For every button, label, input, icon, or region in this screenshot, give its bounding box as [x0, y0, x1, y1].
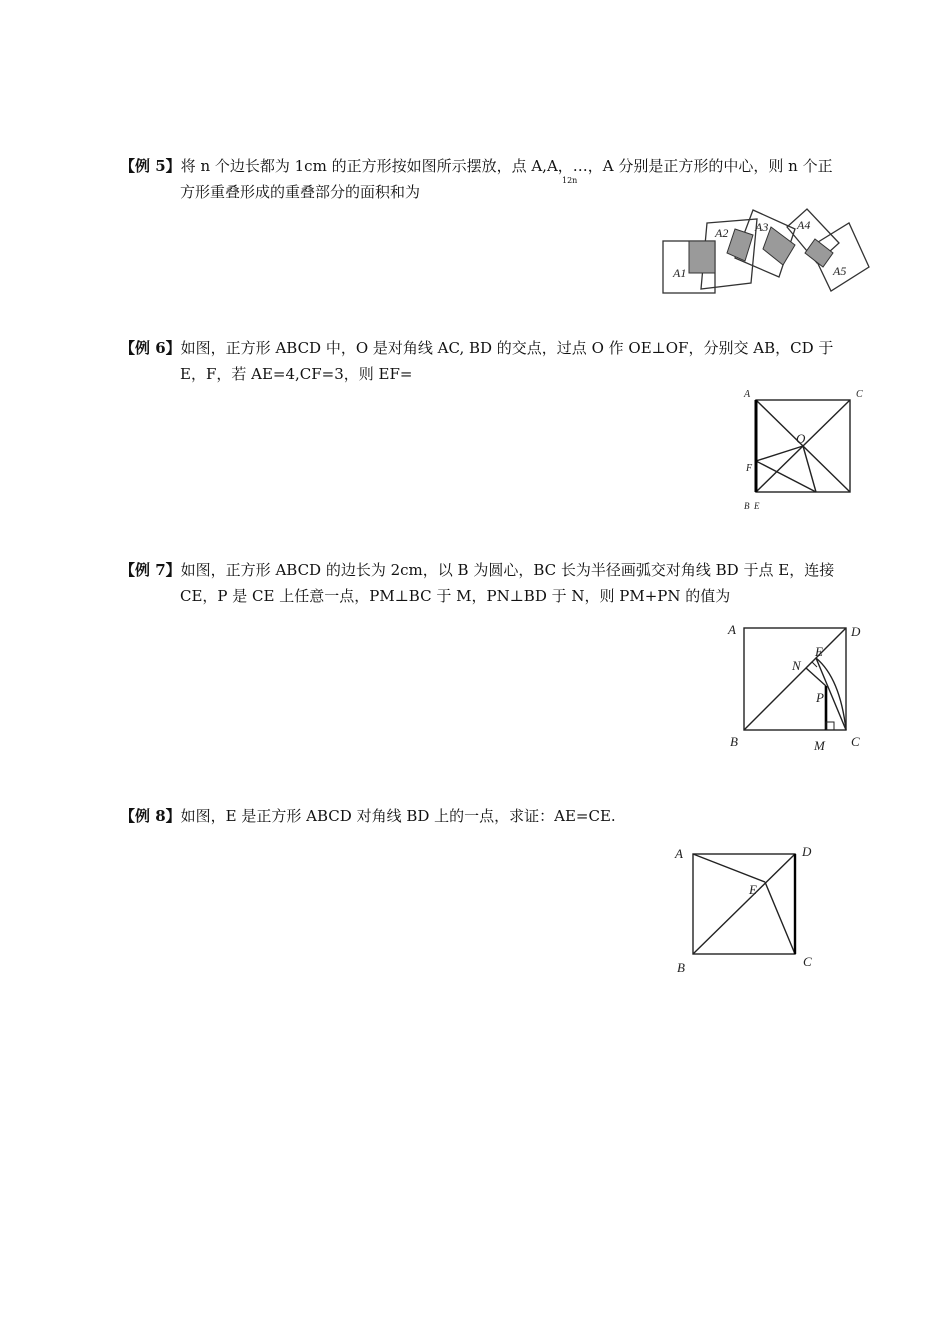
problem-8-figure	[665, 840, 825, 980]
problem-8-tag: 【例 8】	[120, 807, 181, 825]
problem-5	[120, 153, 890, 205]
problem-6-text: 如图，正方形 ABCD 中，O 是对角线 AC, BD 的交点，过点 O 作 OE⊥OF，分别交 AB，CD 于	[180, 339, 834, 357]
label-p: P	[816, 690, 824, 705]
label-c: C	[851, 734, 860, 749]
overlap-2	[727, 229, 753, 261]
segment-ae	[693, 854, 765, 882]
label-e: E	[754, 501, 760, 511]
label-a2: A2	[715, 226, 729, 240]
label-a1: A1	[673, 266, 687, 280]
label-d: D	[851, 624, 861, 639]
problem-6-line1	[120, 335, 890, 361]
problem-5-tag: 【例 5】	[120, 157, 181, 175]
label-a: A	[744, 389, 751, 400]
diagonal-bd	[693, 854, 795, 954]
label-o: O	[796, 431, 806, 446]
overlap-1	[689, 241, 715, 273]
label-c: C	[856, 389, 863, 400]
label-a5: A5	[833, 264, 847, 278]
label-b: B	[730, 734, 738, 749]
segment-pn	[806, 668, 826, 686]
label-a3: A3	[755, 220, 769, 234]
label-b: B	[677, 960, 685, 975]
label-m: M	[814, 738, 825, 753]
label-e: E	[815, 644, 823, 659]
label-a4: A4	[797, 218, 811, 232]
overlap-4	[805, 239, 833, 267]
problem-7-line1	[120, 557, 890, 583]
problem-5-line2: 方形重叠形成的重叠部分的面积和为	[180, 183, 421, 201]
label-b: B	[744, 501, 750, 511]
label-c: C	[803, 954, 812, 969]
problem-5-subscript: 12n	[562, 176, 578, 185]
problem-8-text: 如图，E 是正方形 ABCD 对角线 BD 上的一点，求证：AE=CE.	[180, 807, 616, 825]
problem-6-tag: 【例 6】	[120, 339, 181, 357]
problem-5-figure	[655, 205, 880, 300]
label-f: F	[746, 463, 753, 474]
problem-8	[120, 803, 890, 829]
problem-7-text: 如图，正方形 ABCD 的边长为 2cm，以 B 为圆心，BC 长为半径画弧交对角线 BD 于点 E，连接	[180, 561, 835, 579]
label-n: N	[792, 658, 801, 673]
segment-ce	[765, 882, 795, 954]
label-a: A	[728, 622, 736, 637]
problem-6	[120, 335, 890, 387]
segment-ef	[756, 461, 816, 492]
diagonal-bd	[744, 628, 846, 730]
problem-7-tag: 【例 7】	[120, 561, 181, 579]
label-d: D	[802, 844, 812, 859]
problem-7	[120, 557, 890, 609]
label-e: E	[749, 882, 757, 897]
label-a: A	[675, 846, 683, 861]
problem-7-line2: CE，P 是 CE 上任意一点，PM⊥BC 于 M，PN⊥BD 于 N，则 PM+PN 的值为	[180, 587, 731, 605]
problem-5-text: 将 n 个边长都为 1cm 的正方形按如图所示摆放，点 A,A，…，A 分别是正方形的中心，则 n 个正	[180, 157, 833, 175]
problem-6-figure	[740, 385, 870, 513]
problem-5-line1	[120, 153, 890, 179]
problem-7-figure	[720, 618, 870, 758]
problem-8-line1	[120, 803, 890, 829]
problem-6-line2: E，F，若 AE=4,CF=3，则 EF=	[180, 365, 413, 383]
